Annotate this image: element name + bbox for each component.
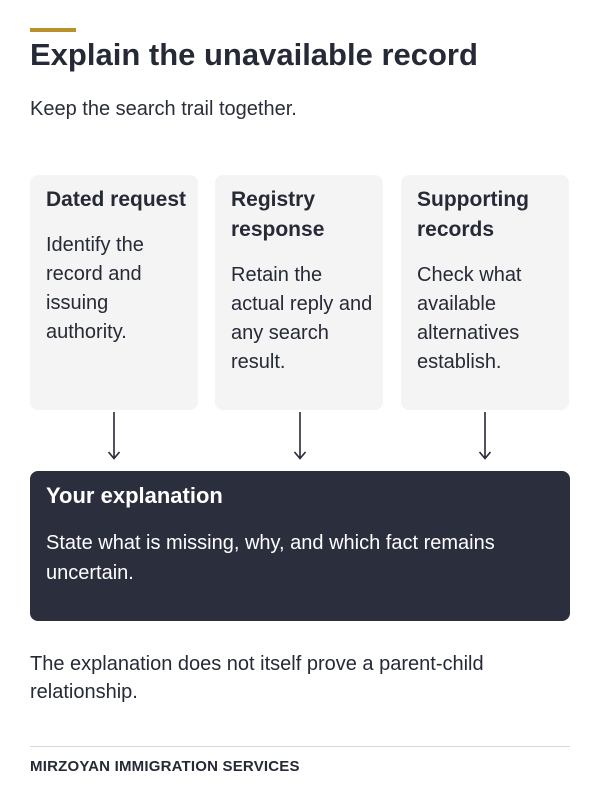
explanation-title: Your explanation <box>46 483 223 508</box>
footer-brand: MIRZOYAN IMMIGRATION SERVICES <box>30 758 300 775</box>
step-card-dated-request <box>30 175 198 410</box>
step-card-supporting-records <box>401 175 569 410</box>
step-title: Supporting records <box>417 188 529 241</box>
page-title: Explain the unavailable record <box>30 37 478 72</box>
step-description: Check what available alternatives establish. <box>417 264 522 373</box>
explanation-text: State what is missing, why, and which fact remains uncertain. <box>46 532 495 584</box>
step-card-registry-response <box>215 175 383 410</box>
accent-rule <box>30 28 76 32</box>
arrow-down-icon <box>107 412 121 460</box>
step-description: Identify the record and issuing authority. <box>46 234 144 343</box>
footer-divider <box>30 746 570 747</box>
disclaimer-note: The explanation does not itself prove a parent-child relationship. <box>30 653 484 703</box>
explanation-box <box>30 471 570 621</box>
page-subtitle: Keep the search trail together. <box>30 98 297 120</box>
step-title: Registry response <box>231 188 325 241</box>
arrow-down-icon <box>293 412 307 460</box>
step-description: Retain the actual reply and any search result. <box>231 264 373 373</box>
arrow-down-icon <box>478 412 492 460</box>
step-title: Dated request <box>46 188 187 211</box>
